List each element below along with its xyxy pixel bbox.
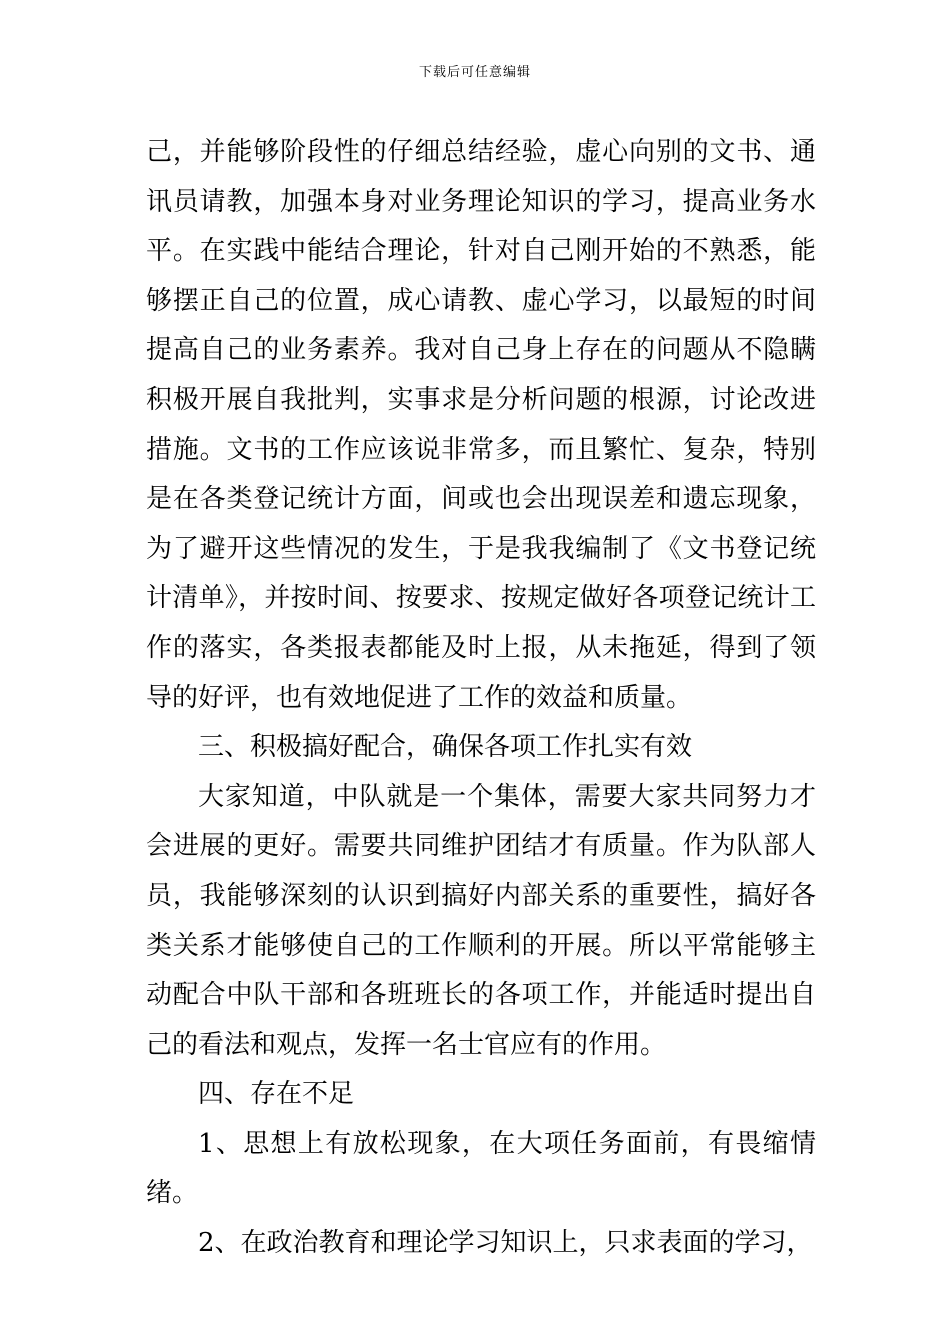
list-item-shortcoming-2: 2、在政治教育和理论学习知识上，只求表面的学习， [198,1228,813,1259]
paragraph-cooperation: 大家知道，中队就是一个集体，需要大家共同努力才会进展的更好。需要共同维护团结才有质量。作为队部人员，我能够深刻的认识到搞好内部关系的重要性，搞好各类关系才能够使自己的工作顺利的开展。所以平常能够主动配合中队干部和各班班长的各项工作，并能适时提出自己的看法和观点，发挥一名士官应有的作用。 [146,781,816,1060]
list-item-shortcoming-1: 1、思想上有放松现象，在大项任务面前，有畏缩情绪。 [146,1128,816,1209]
section-heading-three: 三、积极搞好配合，确保各项工作扎实有效 [198,732,693,763]
page-header: 下载后可任意编辑 [418,65,531,80]
section-heading-four: 四、存在不足 [198,1079,355,1110]
document-body [146,128,816,1269]
paragraph-continuation: 己，并能够阶段性的仔细总结经验，虚心向别的文书、通讯员请教，加强本身对业务理论知识的学习，提高业务水平。在实践中能结合理论，针对自己刚开始的不熟悉，能够摆正自己的位置，成心请教、虚心学习，以最短的时间提高自己的业务素养。我对自己身上存在的问题从不隐瞒积极开展自我批判，实事求是分析问题的根源，讨论改进措施。文书的工作应该说非常多，而且繁忙、复杂，特别是在各类登记统计方面，间或也会出现误差和遗忘现象，为了避开这些情况的发生，于是我我编制了《文书登记统计清单》，并按时间、按要求、按规定做好各项登记统计工作的落实，各类报表都能及时上报，从未拖延，得到了领导的好评，也有效地促进了工作的效益和质量。 [146,137,816,713]
